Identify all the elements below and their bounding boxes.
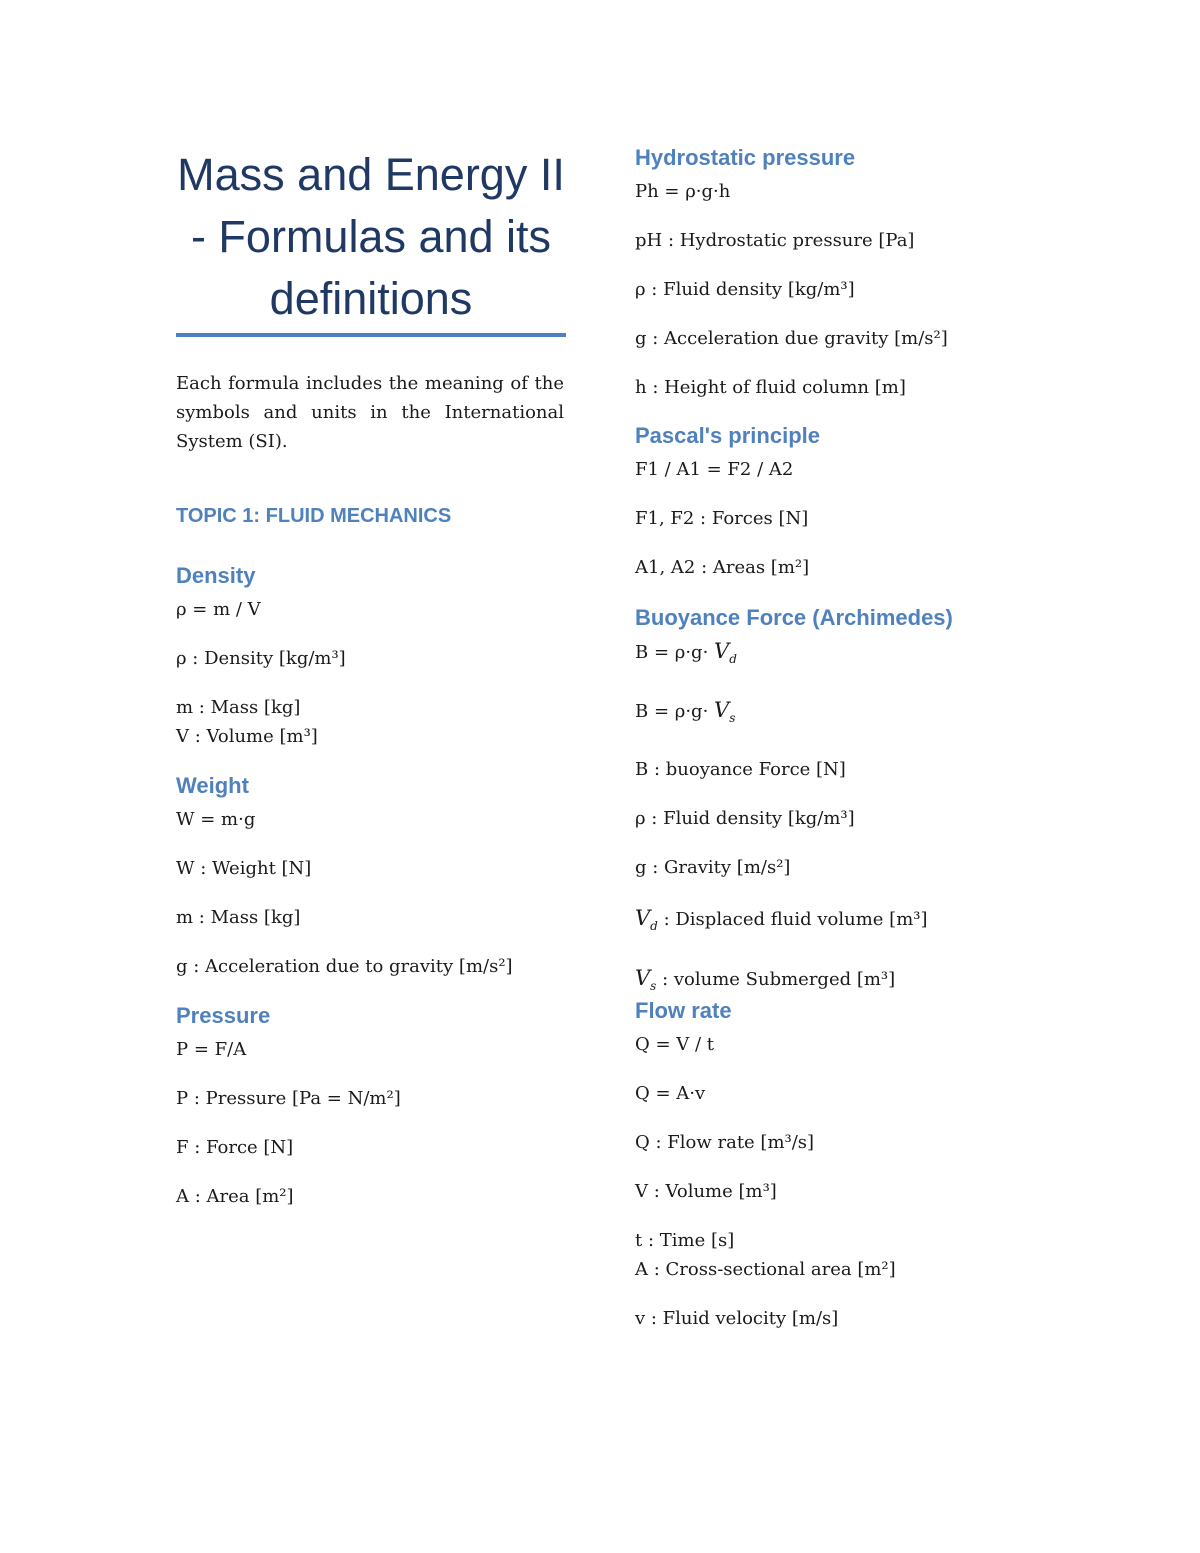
topic-heading: TOPIC 1: FLUID MECHANICS (176, 505, 452, 527)
definition-line: F1, F2 : Forces [N] (635, 508, 809, 529)
definition-line: g : Acceleration due gravity [m/s²] (635, 328, 948, 349)
definition-line: g : Acceleration due to gravity [m/s²] (176, 956, 513, 977)
definition-line: W : Weight [N] (176, 858, 312, 879)
section-density (176, 561, 346, 771)
definition-line: F : Force [N] (176, 1137, 294, 1158)
title-underline (176, 333, 566, 337)
definition-line: v : Fluid velocity [m/s] (635, 1308, 839, 1329)
section-title: Buoyance Force (Archimedes) (635, 605, 953, 630)
definition-line: $V_s$ : volume Submerged [m³] (635, 965, 896, 993)
definition-line: t : Time [s] (635, 1230, 735, 1251)
definition-line: V : Volume [m³] (176, 726, 318, 747)
formula-line: W = m·g (176, 809, 256, 830)
formula-line: Q = V / t (635, 1034, 715, 1055)
document-title: Mass and Energy II - Formulas and its definitions (177, 149, 565, 324)
vs-symbol: $V_s$ (714, 698, 736, 726)
definition-line: P : Pressure [Pa = N/m²] (176, 1088, 401, 1109)
definition-line: A : Cross-sectional area [m²] (635, 1259, 896, 1280)
vd-symbol: $V_d$ (635, 906, 658, 934)
formula-line: $B = \rho\cdot g\cdot V_s$ (635, 698, 736, 726)
intro-paragraph: Each formula includes the meaning of the symbols and units in the International System (SI). (176, 373, 564, 452)
section-flow-rate (635, 996, 896, 1353)
section-title: Hydrostatic pressure (635, 145, 856, 170)
section-title: Density (176, 563, 256, 588)
section-title: Flow rate (635, 998, 732, 1023)
vd-symbol: $V_d$ (714, 639, 737, 667)
definition-line: pH : Hydrostatic pressure [Pa] (635, 230, 915, 251)
section-weight (176, 771, 513, 1001)
definition-line: B : buoyance Force [N] (635, 759, 846, 781)
section-title: Pascal's principle (635, 423, 820, 448)
definition-line: ρ : Density [kg/m³] (176, 648, 346, 669)
definition-line: $V_d$ : Displaced fluid volume [m³] (635, 906, 928, 934)
section-title: Pressure (176, 1003, 271, 1028)
section-pressure (176, 1001, 401, 1231)
section-pascals-principle (635, 421, 820, 602)
definition-line: A : Area [m²] (176, 1186, 294, 1207)
section-buoyance-force (635, 603, 953, 1021)
formula-line: P = F/A (176, 1039, 247, 1060)
formula-line: ρ = m / V (176, 599, 261, 620)
definition-line: ρ : Fluid density [kg/m³] (635, 808, 855, 830)
definition-line: A1, A2 : Areas [m²] (635, 557, 810, 578)
definition-line: m : Mass [kg] (176, 697, 301, 718)
vs-symbol: $V_s$ (635, 965, 657, 993)
section-title: Weight (176, 773, 249, 798)
definition-line: m : Mass [kg] (176, 907, 301, 928)
definition-line: g : Gravity [m/s²] (635, 857, 791, 879)
formula-line: Ph = ρ·g·h (635, 181, 731, 202)
definition-line: h : Height of fluid column [m] (635, 377, 906, 398)
definition-line: V : Volume [m³] (635, 1181, 777, 1202)
formula-line: $B = \rho\cdot g\cdot V_d$ (635, 639, 737, 667)
formula-line: Q = A·v (635, 1083, 706, 1104)
definition-line: Q : Flow rate [m³/s] (635, 1132, 815, 1153)
section-hydrostatic-pressure (635, 143, 948, 422)
definition-line: ρ : Fluid density [kg/m³] (635, 279, 855, 300)
formula-line: F1 / A1 = F2 / A2 (635, 459, 794, 480)
